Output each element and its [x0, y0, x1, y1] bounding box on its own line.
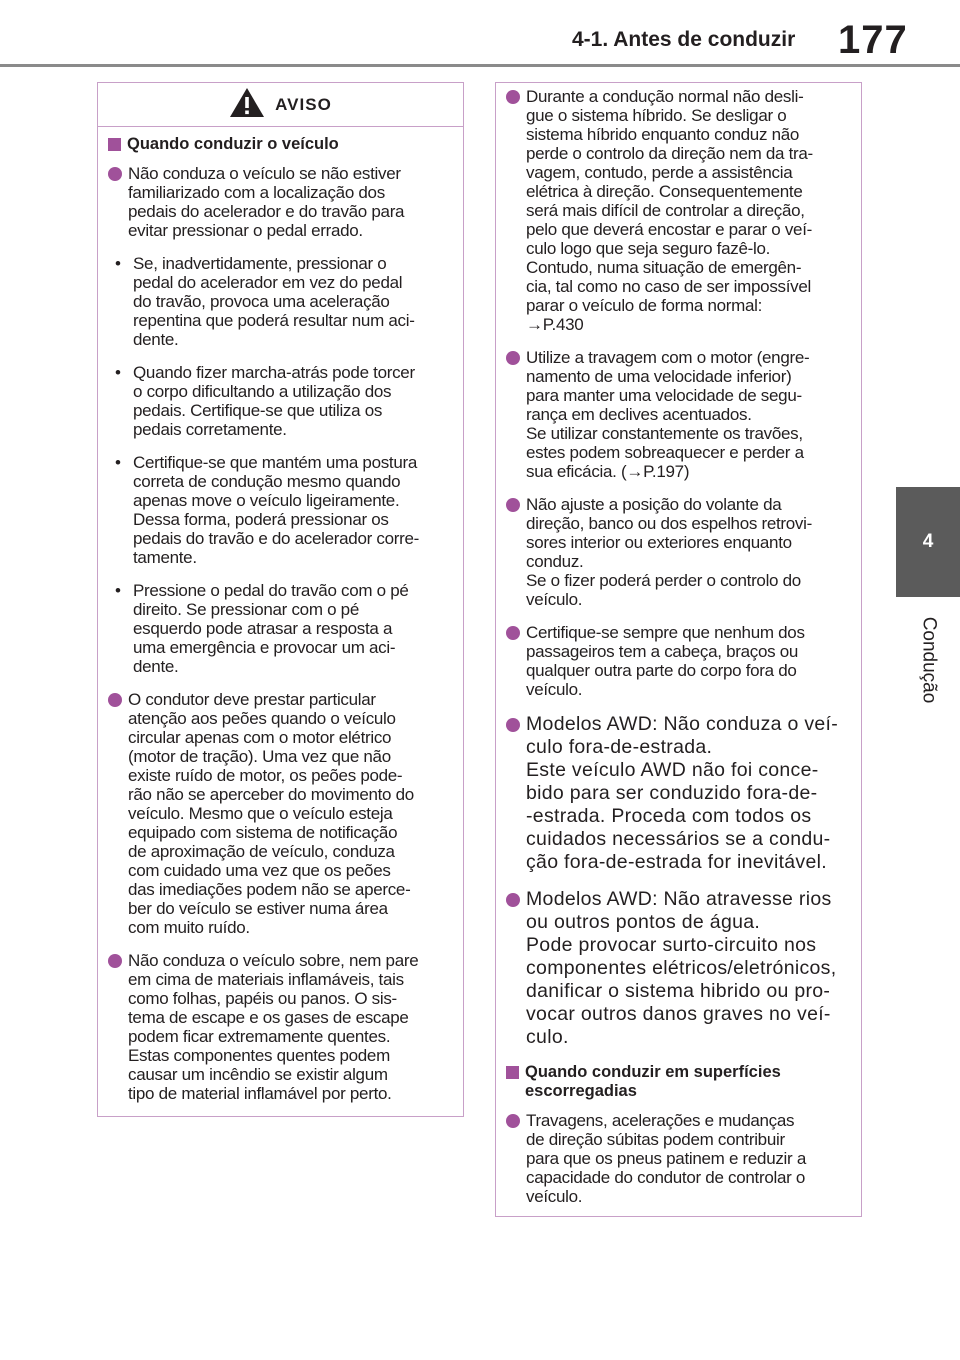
warning-triangle-icon: [229, 87, 265, 122]
item-text: Se, inadvertidamente, pressionar o pedal do acelerador em vez do pedal do travão, provoca uma aceleração repentina que poderá resultar num aci- dente.: [133, 254, 415, 349]
item-text: Travagens, acelerações e mudanças de direção súbitas podem contribuir para que os pneus patinem e reduzir a capacidade do condutor de controlar o veículo.: [526, 1111, 806, 1206]
item-text: Pressione o pedal do travão com o pé direito. Se pressionar com o pé esquerdo pode atrasar a resposta a uma emergência e provocar um aci- dente.: [133, 581, 409, 676]
item-text: Não ajuste a posição do volante da direção, banco ou dos espelhos retrovi- sores interior ou exteriores enquanto conduz. Se o fizer poderá perder o controlo do veículo.: [526, 495, 812, 609]
circle-bullet-icon: [506, 626, 520, 640]
sub-list-item: [115, 363, 451, 439]
item-text: Certifique-se sempre que nenhum dos passageiros tem a cabeça, braços ou qualquer outra parte do corpo fora do veículo.: [526, 623, 805, 699]
item-text: Não conduza o veículo se não estiver familiarizado com a localização dos pedais do acelerador e do travão para evitar pressionar o pedal errado.: [128, 164, 405, 240]
circle-bullet-icon: [506, 90, 520, 104]
dot-bullet-icon: •: [115, 453, 121, 472]
item-text: Não conduza o veículo sobre, nem pare em cima de materiais inflamáveis, tais como folhas, papéis ou panos. O sis- tema de escape e os gases de escape podem ficar extremamente quentes. Estas componentes quentes podem causar um incêndio se existir algum tipo de material inflamável por perto.: [128, 951, 419, 1103]
page-number: 177: [838, 18, 908, 62]
item-text: Modelos AWD: Não atravesse rios ou outros pontos de água. Pode provocar surto-circuito nos componentes elétricos/eletrónicos, danificar o sistema hibrido ou pro- vocar outros danos graves no veí- culo.: [526, 888, 837, 1048]
circle-bullet-icon: [506, 498, 520, 512]
list-item: [506, 888, 849, 1049]
item-text: O condutor deve prestar particular atenção aos peões quando o veículo circular apenas com o motor elétrico (motor de tração). Uma vez que não existe ruído de motor, os peões pode- rão não se aperceber do movimento do veículo. Mesmo que o veículo esteja equipado com sistema de notificação de aproximação de veículo, conduza com cuidado uma vez que os peões das imediações podem não se aperce- ber do veículo se estiver numa área com muito ruído.: [128, 690, 414, 937]
sub-list-item: [115, 453, 451, 567]
item-text: Modelos AWD: Não conduza o veí- culo fora-de-estrada. Este veículo AWD não foi conce- bido para ser conduzido fora-de- -estrada. Proceda com todos os cuidados necessários se a condu- ção fora-de-estrada for inevitável.: [526, 713, 839, 873]
sub-list-item: [115, 581, 451, 676]
list-item: [108, 164, 451, 240]
warning-header: [98, 83, 463, 127]
item-text: Certifique-se que mantém uma postura correta de condução mesmo quando apenas move o veículo ligeiramente. Dessa forma, poderá pressionar os pedais do travão e do acelerador corre- tamente.: [133, 453, 419, 567]
list-item: [506, 348, 849, 481]
item-text: Quando fizer marcha-atrás pode torcer o corpo dificultando a utilização dos pedais. Certifique-se que utiliza os pedais corretamente.: [133, 363, 415, 439]
subheading-text: Quando conduzir o veículo: [127, 135, 339, 153]
list-item: [506, 623, 849, 699]
chapter-tab: [896, 487, 960, 597]
warning-box-right: [495, 82, 862, 1217]
warning-box-left: [97, 82, 464, 1117]
square-bullet-icon: [108, 138, 121, 151]
subheading: [108, 135, 451, 154]
dot-bullet-icon: •: [115, 254, 121, 273]
chapter-label: Condução: [918, 616, 939, 704]
warning-content-right: [496, 83, 861, 1206]
circle-bullet-icon: [108, 693, 122, 707]
section-title: 4-1. Antes de conduzir: [572, 28, 796, 51]
dot-bullet-icon: •: [115, 363, 121, 382]
chapter-label-area: [900, 600, 956, 720]
sub-list-item: [115, 254, 451, 349]
item-text: Quando conduzir em superfícies escorregadias: [525, 1063, 781, 1100]
header-rule: [0, 64, 960, 67]
circle-bullet-icon: [506, 351, 520, 365]
dot-bullet-icon: •: [115, 581, 121, 600]
item-text: Utilize a travagem com o motor (engre- namento de uma velocidade inferior) para manter uma velocidade de segu- rança em declives acentuados. Se utilizar constantemente os travões, estes podem sobreaquecer e perder a sua eficácia. (→P.197): [526, 348, 810, 481]
chapter-number: 4: [922, 531, 934, 552]
list-item: [506, 495, 849, 609]
square-bullet-icon: [506, 1066, 519, 1079]
subheading: [506, 1063, 849, 1101]
item-text: Durante a condução normal não desli- gue o sistema híbrido. Se desligar o sistema híbrido enquanto conduz não perde o controlo da direção nem da tra- vagem, contudo, perde a assistência elétrica à direção. Consequentemente será mais difícil de controlar a direção, pelo que deverá encostar e parar o veí- culo logo que seja seguro fazê-lo. Contudo, numa situação de emergên- cia, tal como no caso de ser impossível parar o veículo de forma normal: →P.430: [526, 87, 813, 334]
circle-bullet-icon: [506, 893, 520, 907]
list-item: [506, 1111, 849, 1206]
warning-title: AVISO: [275, 95, 332, 114]
warning-content-left: [98, 127, 463, 1103]
circle-bullet-icon: [506, 718, 520, 732]
list-item: [506, 87, 849, 334]
circle-bullet-icon: [108, 167, 122, 181]
circle-bullet-icon: [506, 1114, 520, 1128]
list-item: [506, 713, 849, 874]
list-item: [108, 690, 451, 937]
list-item: [108, 951, 451, 1103]
circle-bullet-icon: [108, 954, 122, 968]
